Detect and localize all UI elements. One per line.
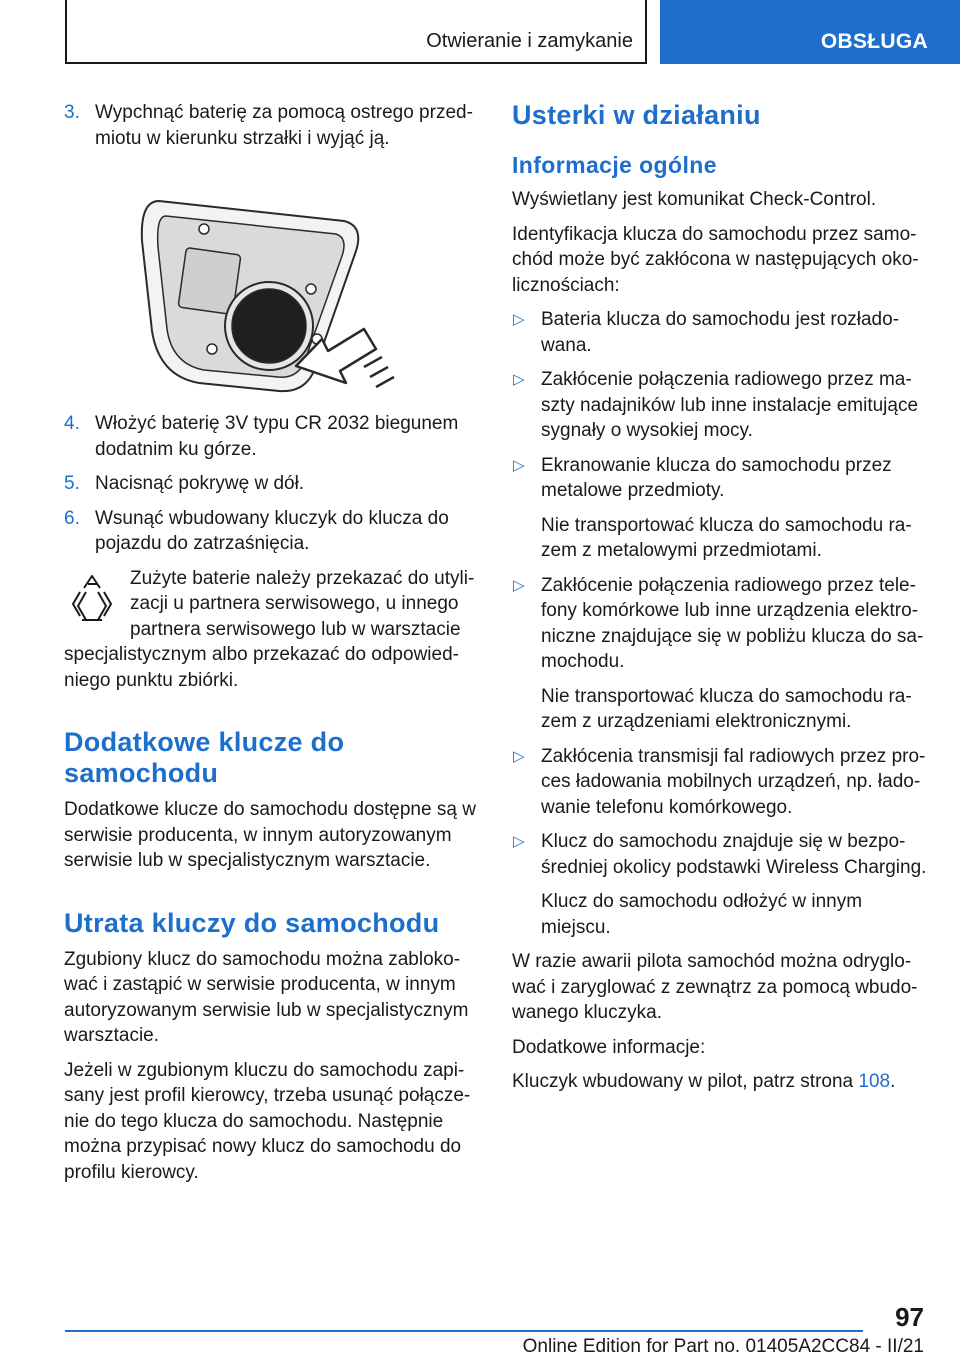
numbered-step [64,100,484,151]
malfunction-heading: Usterki w działaniu [512,100,761,130]
steps-list-a [64,100,484,151]
steps-list-b [64,411,484,557]
recycle-note-text: Zużyte baterie należy przekazać do utyli-zacji u partnera serwisowego, u innego partnera serwisowego lub w warsztacie specjalistycznym albo przekazać do odpowied-niego punktu zbiórki. [64,567,475,691]
page-reference-end: . [890,1071,896,1092]
bullet-triangle-icon: ▷ [513,833,525,850]
numbered-step [64,471,484,497]
page-reference-link[interactable]: 108 [858,1071,891,1092]
step-number: 4. [64,413,80,434]
bullet-triangle-icon: ▷ [513,747,525,765]
more-info-label: Dodatkowe informacje: [512,1036,706,1058]
step-number: 6. [64,507,80,529]
recycle-note [64,566,484,694]
bullet-triangle-icon: ▷ [513,311,525,328]
bullet-triangle-icon: ▷ [513,456,525,474]
step-text: Włożyć baterię 3V typu CR 2032 biegunem dodatnim ku górze. [95,413,459,460]
footer-edition: Online Edition for Part no. 01405A2CC84 - II/21 [522,1336,924,1357]
bullet-item [512,367,932,444]
right-column [512,100,932,1104]
bullet-item [512,573,932,735]
bullet-triangle-icon: ▷ [513,576,525,594]
key-battery-figure [64,171,484,401]
step-number: 3. [64,102,80,123]
footer-rule [65,1330,863,1332]
left-column [64,100,484,1194]
lost-keys-heading: Utrata kluczy do samochodu [64,907,440,938]
page-number: 97 [895,1302,924,1332]
extra-keys-body: Dodatkowe klucze do samochodu dostępne są w serwisie producenta, w innym autoryzowanym serwisie lub w specjalistycznym warsztacie. [64,799,476,871]
bullet-note: Nie transportować klucza do samochodu ra-zem z urządzeniami elektronicznymi. [541,685,912,732]
bullet-item [512,307,932,358]
bullet-triangle-icon: ▷ [513,371,525,388]
section-tab[interactable] [660,0,960,64]
bullet-note: Klucz do samochodu odłożyć w innym miejscu. [541,891,863,938]
malfunction-bullet-list [512,307,932,940]
intro-2: Identyfikacja klucza do samochodu przez samo-chód może być zakłócona w następujących oko-licznościach: [512,223,919,296]
bullet-text: Klucz do samochodu znajduje się w bezpo-średniej okolicy podstawki Wireless Charging. [541,831,927,878]
section-tab-label: OBSŁUGA [820,30,928,53]
lost-keys-para-1: Zgubiony klucz do samochodu można zabloko-wać i zastąpić w serwisie producenta, w innym autoryzowanym serwisie lub w specjalistycznym warsztacie. [64,948,469,1046]
extra-keys-heading: Dodatkowe klucze do samochodu [64,727,345,788]
general-info-subheading: Informacje ogólne [512,152,717,178]
step-number: 5. [64,473,80,494]
header-frame [65,0,647,64]
recycle-icon [64,570,120,634]
page-reference-text: Kluczyk wbudowany w pilot, patrz strona [512,1071,854,1092]
bullet-note: Nie transportować klucza do samochodu ra-zem z metalowymi przedmiotami. [541,514,912,561]
numbered-step [64,506,484,557]
bullet-text: Zakłócenia transmisji fal radiowych przez pro-ces ładowania mobilnych urządzeń, np. łado-wanie telefonu komórkowego. [541,745,926,818]
bullet-item [512,744,932,821]
numbered-step [64,411,484,462]
bullet-text: Ekranowanie klucza do samochodu przez metalowe przedmioty. [541,454,892,501]
page-reference [512,1069,932,1095]
bullet-text: Bateria klucza do samochodu jest rozłado-wana. [541,309,900,356]
intro-1: Wyświetlany jest komunikat Check-Control. [512,189,877,210]
step-text: Wypchnąć baterię za pomocą ostrego przed-miotu w kierunku strzałki i wyjąć ją. [95,102,473,149]
bullet-text: Zakłócenie połączenia radiowego przez tele-fony komórkowe lub inne urządzenia elektro-niczne znajdujące się w pobliżu klucza do sa-mochodu. [541,574,924,672]
step-text: Wsunąć wbudowany kluczyk do klucza do pojazdu do zatrzaśnięcia. [95,507,449,554]
step-text: Nacisnąć pokrywę w dół. [95,473,305,494]
bullet-text: Zakłócenie połączenia radiowego przez ma-szty nadajników lub inne instalacje emitujące sygnały o wysokiej mocy. [541,369,919,441]
chapter-title: Otwieranie i zamykanie [426,30,633,52]
lost-keys-para-2: Jeżeli w zgubionym kluczu do samochodu zapi-sany jest profil kierowcy, trzeba usunąć połącze-nie do tego klucza do samochodu. Następnie można przypisać nowy klucz do samochodu do profilu kierowcy. [64,1059,471,1183]
bullet-item [512,829,932,940]
bullet-item [512,453,932,564]
key-battery-illustration [64,171,484,401]
outro-text: W razie awarii pilota samochód można odryglo-wać i zaryglować z zewnątrz za pomocą wbudo-wanego kluczyka. [512,951,918,1023]
